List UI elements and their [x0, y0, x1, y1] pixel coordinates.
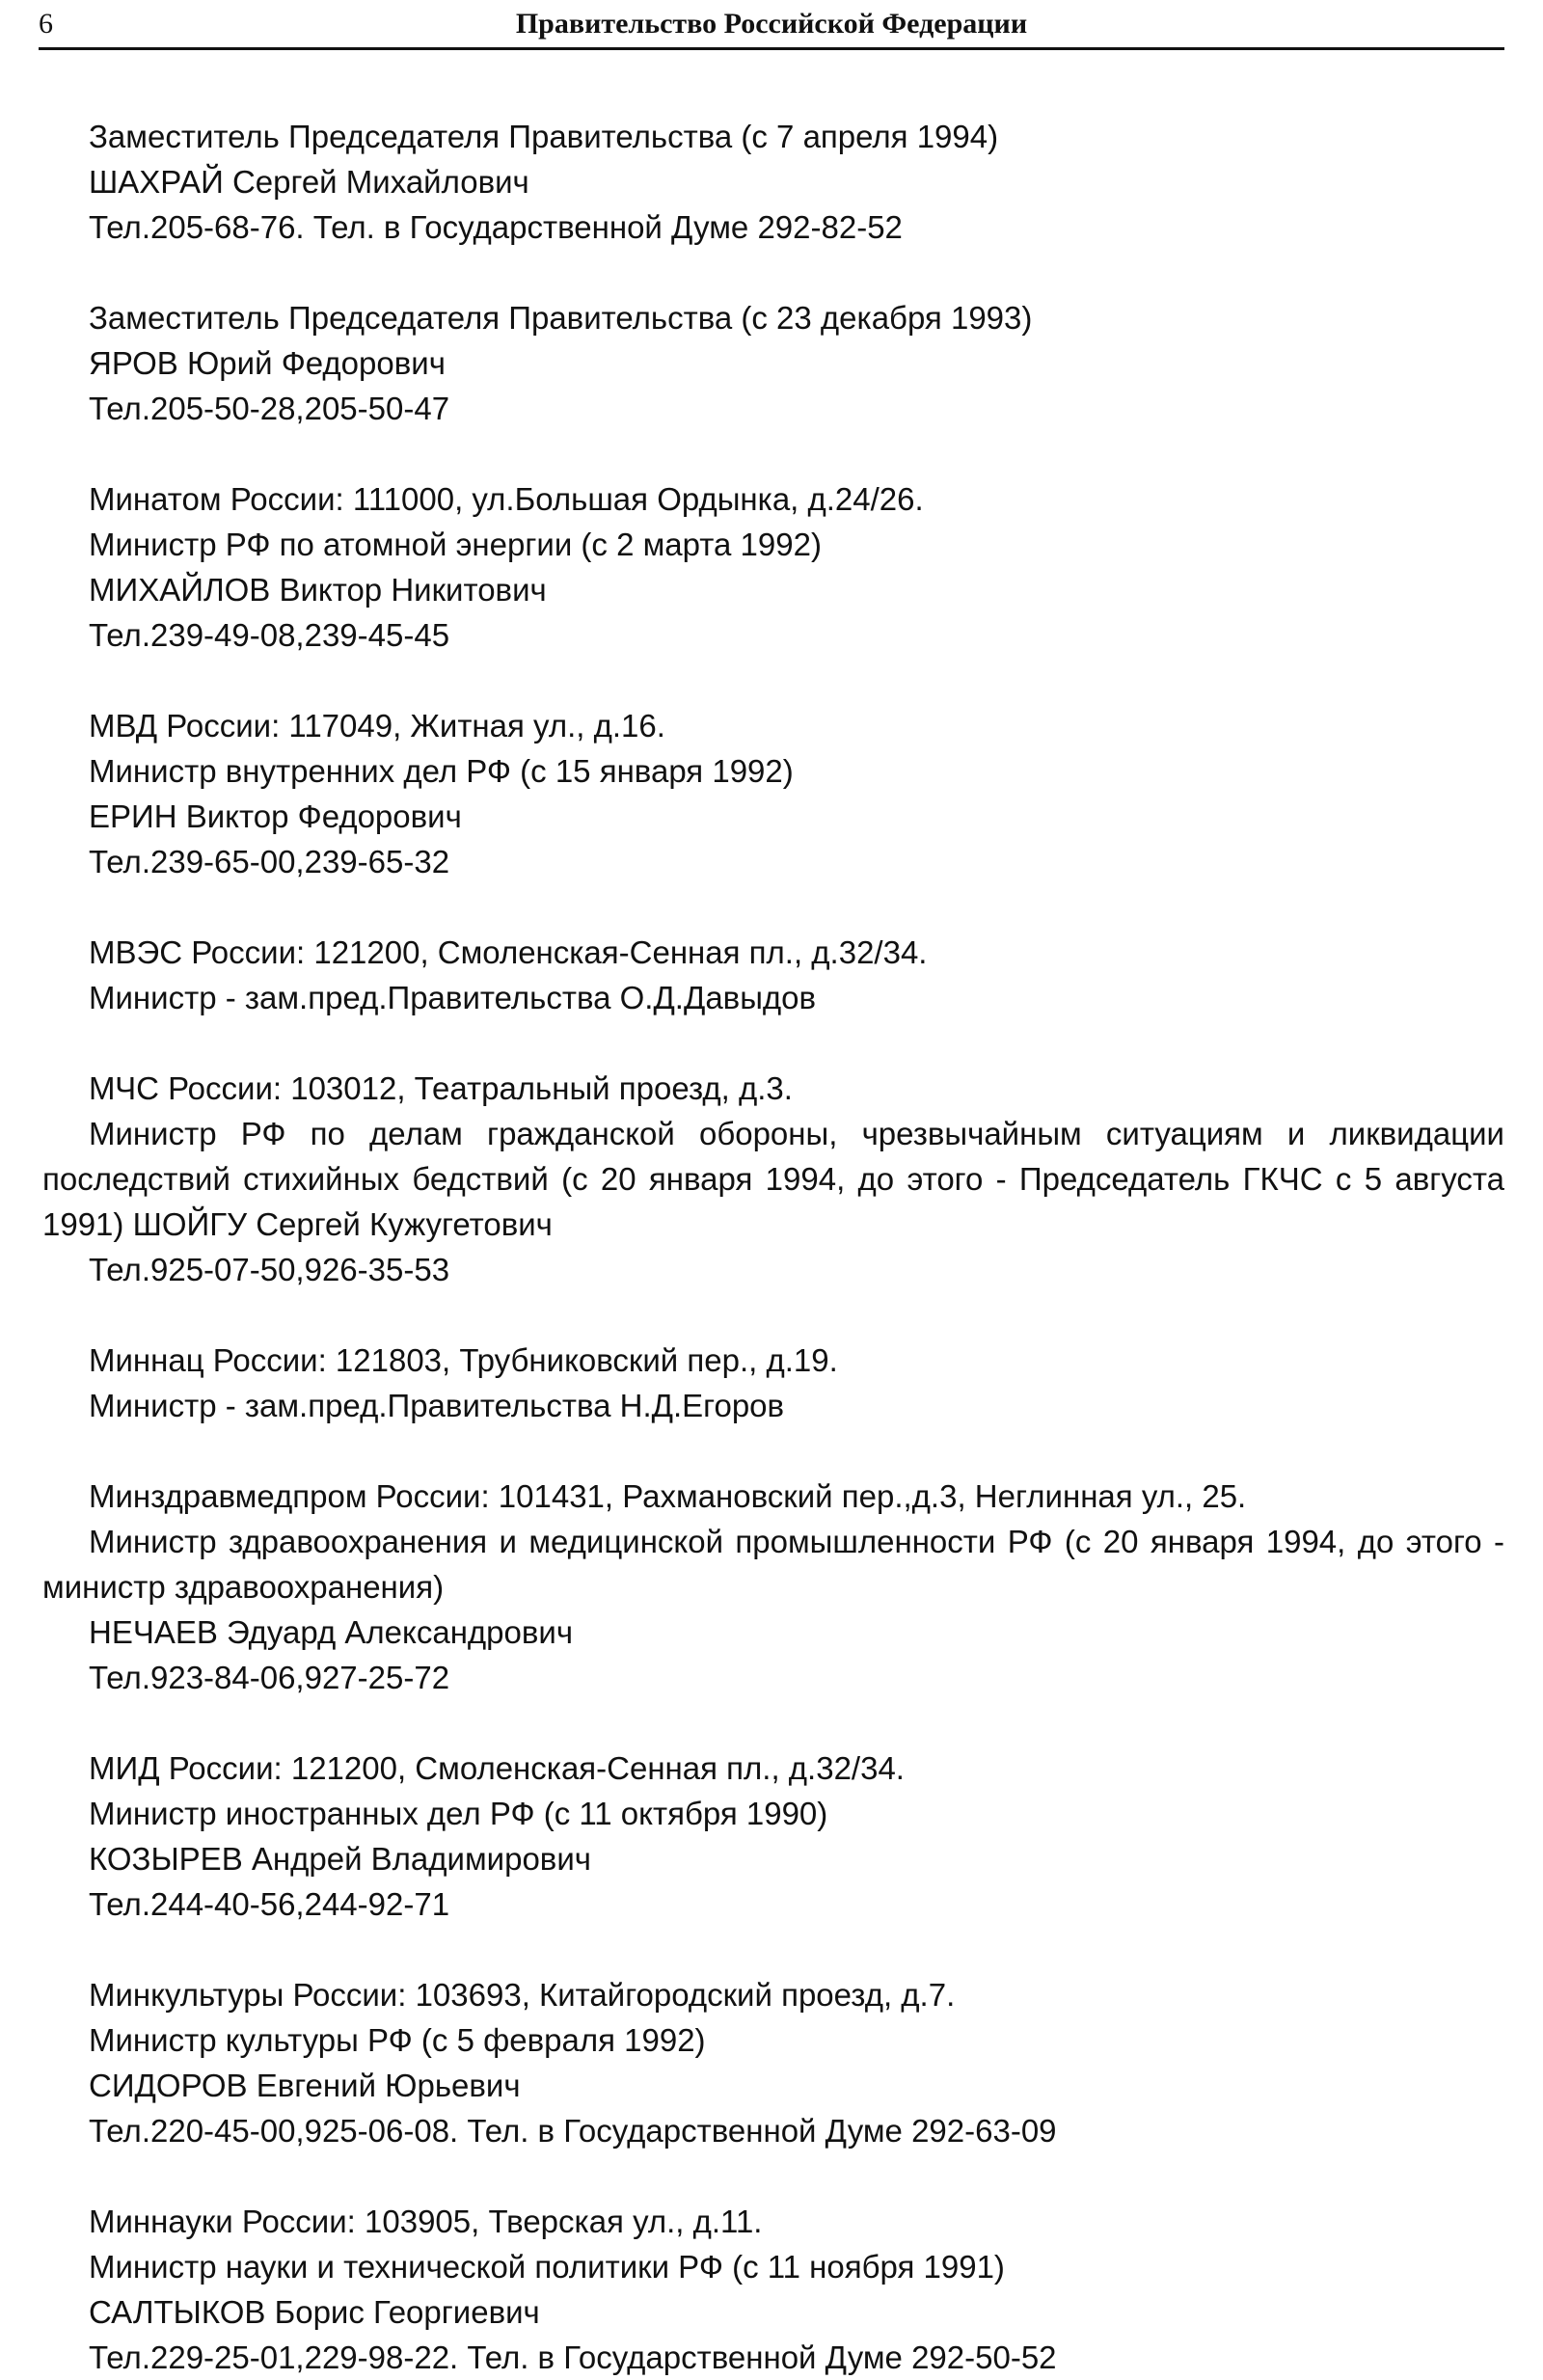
directory-entry — [0, 930, 1543, 1020]
entry-line: Тел.244-40-56,244-92-71 — [89, 1886, 450, 1922]
entry-line: Минкультуры России: 103693, Китайгородский проезд, д.7. — [89, 1977, 956, 2013]
entry-line: Миннац России: 121803, Трубниковский пер., д.19. — [89, 1342, 838, 1378]
entry-line: Заместитель Председателя Правительства (с 7 апреля 1994) — [89, 119, 999, 154]
directory-entry — [0, 1338, 1543, 1428]
entry-line: Тел.239-49-08,239-45-45 — [89, 617, 450, 653]
entry-line: СИДОРОВ Евгений Юрьевич — [89, 2068, 521, 2103]
entry-line: ШАХРАЙ Сергей Михайлович — [89, 164, 529, 200]
directory-entry — [0, 703, 1543, 884]
entry-line: Министр культуры РФ (с 5 февраля 1992) — [89, 2022, 706, 2058]
entry-line: Тел.205-68-76. Тел. в Государственной Думе 292-82-52 — [89, 209, 903, 245]
entry-line: Тел.205-50-28,205-50-47 — [89, 391, 450, 426]
running-title: Правительство Российской Федерации — [515, 8, 1028, 40]
directory-entry — [0, 114, 1543, 250]
directory-entry — [0, 1745, 1543, 1927]
entry-line: НЕЧАЕВ Эдуард Александрович — [89, 1614, 574, 1650]
entry-line: МВЭС России: 121200, Смоленская-Сенная пл., д.32/34. — [89, 934, 928, 970]
entry-line: Тел.923-84-06,927-25-72 — [89, 1660, 450, 1695]
directory-entry — [0, 1972, 1543, 2153]
entry-line: Минатом России: 111000, ул.Большая Ордынка, д.24/26. — [89, 481, 924, 517]
entry-line: Миннауки России: 103905, Тверская ул., д.11. — [89, 2204, 763, 2239]
entry-line: Министр РФ по атомной энергии (с 2 марта 1992) — [89, 527, 822, 562]
entry-line: МЧС России: 103012, Театральный проезд, д.3. — [89, 1070, 793, 1106]
entry-line: Министр науки и технической политики РФ (с 11 ноября 1991) — [89, 2249, 1005, 2285]
entry-line: Заместитель Председателя Правительства (с 23 декабря 1993) — [89, 300, 1033, 336]
header-rule — [39, 47, 1504, 50]
entry-line: САЛТЫКОВ Борис Георгиевич — [89, 2294, 540, 2330]
entry-line: Минздравмедпром России: 101431, Рахмановский пер.,д.3, Неглинная ул., 25. — [89, 1478, 1247, 1514]
ministry-entries-list — [0, 114, 1543, 2380]
directory-entry — [0, 476, 1543, 658]
entry-line: Министр - зам.пред.Правительства Н.Д.Егоров — [89, 1388, 785, 1423]
directory-entry — [0, 295, 1543, 431]
entry-line: ЯРОВ Юрий Федорович — [89, 345, 446, 381]
entry-line: Министр иностранных дел РФ (с 11 октября 1990) — [89, 1796, 828, 1831]
entry-line: Тел.925-07-50,926-35-53 — [89, 1252, 450, 1287]
entry-line: МИД России: 121200, Смоленская-Сенная пл., д.32/34. — [89, 1750, 905, 1786]
entry-line: Тел.229-25-01,229-98-22. Тел. в Государственной Думе 292-50-52 — [89, 2339, 1057, 2375]
directory-entry — [0, 1066, 1543, 1292]
directory-entry — [0, 1474, 1543, 1700]
page-number: 6 — [39, 8, 53, 40]
entry-line: ЕРИН Виктор Федорович — [89, 798, 462, 834]
entry-line: Тел.239-65-00,239-65-32 — [89, 844, 450, 879]
entry-line: МВД России: 117049, Житная ул., д.16. — [89, 708, 665, 744]
directory-entry — [0, 2199, 1543, 2380]
entry-line: Министр - зам.пред.Правительства О.Д.Давыдов — [89, 980, 817, 1015]
entry-line: Министр здравоохранения и медицинской промышленности РФ (с 20 января 1994, до этого - министр здравоохранения) — [42, 1524, 1504, 1605]
entry-line: Министр РФ по делам гражданской обороны, чрезвычайным ситуациям и ликвидации последствий стихийных бедствий (с 20 января 1994, до этого - Председатель ГКЧС с 5 августа 1991) ШОЙГУ Сергей Кужугетович — [42, 1116, 1504, 1242]
entry-line: Тел.220-45-00,925-06-08. Тел. в Государственной Думе 292-63-09 — [89, 2113, 1057, 2149]
entry-line: Министр внутренних дел РФ (с 15 января 1992) — [89, 753, 794, 789]
entry-line: МИХАЙЛОВ Виктор Никитович — [89, 572, 547, 608]
entry-line: КОЗЫРЕВ Андрей Владимирович — [89, 1841, 591, 1877]
